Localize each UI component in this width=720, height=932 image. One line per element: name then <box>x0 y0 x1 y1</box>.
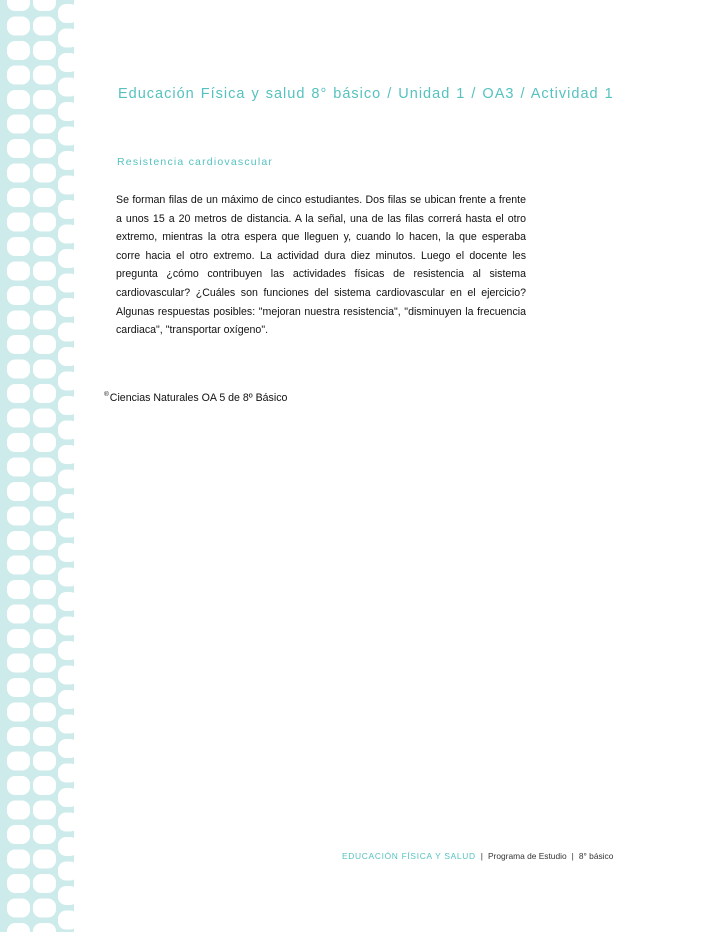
strip-hole <box>7 874 30 893</box>
strip-hole <box>7 66 30 85</box>
strip-hole <box>33 0 56 11</box>
section-subtitle: Resistencia cardiovascular <box>117 156 274 168</box>
footnote-text: Ciencias Naturales OA 5 de 8º Básico <box>109 392 288 404</box>
strip-hole <box>58 4 74 23</box>
strip-hole <box>33 727 56 746</box>
strip-hole <box>33 899 56 918</box>
strip-hole <box>7 286 30 305</box>
strip-hole <box>58 494 74 513</box>
strip-hole <box>33 752 56 771</box>
strip-hole <box>7 262 30 281</box>
strip-hole <box>33 654 56 673</box>
strip-hole <box>58 29 74 48</box>
strip-hole <box>33 874 56 893</box>
strip-hole <box>33 580 56 599</box>
strip-hole <box>7 825 30 844</box>
strip-hole <box>7 899 30 918</box>
strip-hole <box>33 801 56 820</box>
strip-hole <box>33 164 56 183</box>
strip-hole <box>7 605 30 624</box>
strip-hole <box>33 605 56 624</box>
strip-hole <box>58 372 74 391</box>
footer-grade: 8° básico <box>578 851 614 861</box>
strip-hole <box>33 678 56 697</box>
strip-hole <box>33 825 56 844</box>
strip-hole <box>58 176 74 195</box>
strip-hole <box>33 237 56 256</box>
strip-hole <box>7 678 30 697</box>
strip-hole <box>58 151 74 170</box>
strip-hole <box>33 17 56 36</box>
strip-hole <box>58 666 74 685</box>
strip-hole <box>33 482 56 501</box>
strip-hole <box>58 298 74 317</box>
strip-hole <box>58 617 74 636</box>
strip-hole <box>7 17 30 36</box>
strip-hole <box>7 311 30 330</box>
footer-separator-2: | <box>571 851 574 861</box>
strip-hole <box>33 188 56 207</box>
strip-hole <box>58 78 74 97</box>
strip-hole <box>58 323 74 342</box>
strip-hole <box>58 813 74 832</box>
strip-hole <box>58 249 74 268</box>
strip-hole <box>33 360 56 379</box>
strip-hole <box>58 200 74 219</box>
strip-hole <box>33 409 56 428</box>
strip-hole <box>58 568 74 587</box>
strip-hole <box>7 580 30 599</box>
strip-hole <box>7 556 30 575</box>
strip-hole <box>7 360 30 379</box>
strip-hole <box>7 164 30 183</box>
footer-subject: EDUCACIÓN FÍSICA Y SALUD <box>342 851 476 861</box>
strip-hole <box>33 262 56 281</box>
strip-hole <box>58 543 74 562</box>
strip-hole <box>33 507 56 526</box>
strip-hole <box>33 311 56 330</box>
strip-hole <box>33 531 56 550</box>
strip-hole <box>7 801 30 820</box>
strip-hole <box>7 237 30 256</box>
strip-hole <box>58 788 74 807</box>
strip-hole <box>7 458 30 477</box>
page-footer <box>342 851 613 861</box>
strip-hole <box>7 115 30 134</box>
decorative-side-strip <box>0 0 74 932</box>
strip-hole <box>58 470 74 489</box>
strip-hole <box>7 654 30 673</box>
strip-hole <box>7 703 30 722</box>
strip-hole <box>33 213 56 232</box>
strip-hole <box>33 458 56 477</box>
strip-hole <box>33 850 56 869</box>
strip-hole <box>7 507 30 526</box>
strip-hole <box>58 592 74 611</box>
strip-hole <box>58 225 74 244</box>
footer-separator: | <box>480 851 483 861</box>
registered-mark: ® <box>104 391 109 398</box>
strip-hole <box>7 213 30 232</box>
strip-hole <box>7 850 30 869</box>
strip-hole <box>58 445 74 464</box>
strip-hole <box>33 776 56 795</box>
strip-hole <box>33 286 56 305</box>
strip-hole <box>33 66 56 85</box>
strip-hole <box>33 139 56 158</box>
strip-hole <box>58 102 74 121</box>
strip-hole <box>58 53 74 72</box>
strip-hole <box>58 886 74 905</box>
strip-hole <box>58 519 74 538</box>
page-title: Educación Física y salud 8° básico / Unidad 1 / OA3 / Actividad 1 <box>118 86 614 102</box>
strip-hole <box>7 139 30 158</box>
strip-hole <box>58 396 74 415</box>
strip-hole <box>33 433 56 452</box>
footer-program: Programa de Estudio <box>487 851 567 861</box>
strip-hole <box>58 764 74 783</box>
strip-hole <box>7 531 30 550</box>
strip-hole <box>7 0 30 11</box>
strip-hole <box>7 41 30 60</box>
strip-hole <box>33 41 56 60</box>
strip-hole <box>7 384 30 403</box>
strip-hole <box>7 752 30 771</box>
strip-hole <box>7 482 30 501</box>
strip-hole <box>33 384 56 403</box>
strip-hole <box>58 739 74 758</box>
strip-hole <box>7 409 30 428</box>
strip-hole <box>58 837 74 856</box>
strip-hole <box>58 690 74 709</box>
strip-hole <box>58 421 74 440</box>
strip-hole <box>33 115 56 134</box>
strip-hole <box>58 347 74 366</box>
strip-hole <box>33 556 56 575</box>
strip-hole <box>58 715 74 734</box>
strip-hole <box>33 335 56 354</box>
strip-hole <box>7 727 30 746</box>
strip-hole <box>58 911 74 930</box>
strip-hole <box>7 776 30 795</box>
footnote <box>104 392 287 404</box>
strip-hole <box>33 629 56 648</box>
activity-description: Se forman filas de un máximo de cinco estudiantes. Dos filas se ubican frente a frente a unos 15 a 20 metros de distancia. A la señal, una de las filas correrá hasta el otro extremo, mientras la otra espera que lleguen y, cuando lo hacen, la que esperaba corre hacia el otro extremo. La actividad dura diez minutos. Luego el docente les pregunta ¿cómo contribuyen las actividades físicas de resistencia al sistema cardiovascular? ¿Cuáles son funciones del sistema cardiovascular en el ejercicio? Algunas respuestas posibles: "mejoran nuestra resistencia", "disminuyen la frecuencia cardiaca", "transportar oxígeno". <box>116 194 526 337</box>
strip-hole <box>58 274 74 293</box>
strip-hole <box>7 629 30 648</box>
strip-hole <box>58 127 74 146</box>
strip-hole <box>7 433 30 452</box>
strip-hole <box>58 862 74 881</box>
strip-hole <box>7 90 30 109</box>
strip-hole <box>33 703 56 722</box>
strip-hole <box>7 335 30 354</box>
strip-hole <box>33 90 56 109</box>
strip-hole <box>58 641 74 660</box>
strip-hole <box>7 188 30 207</box>
